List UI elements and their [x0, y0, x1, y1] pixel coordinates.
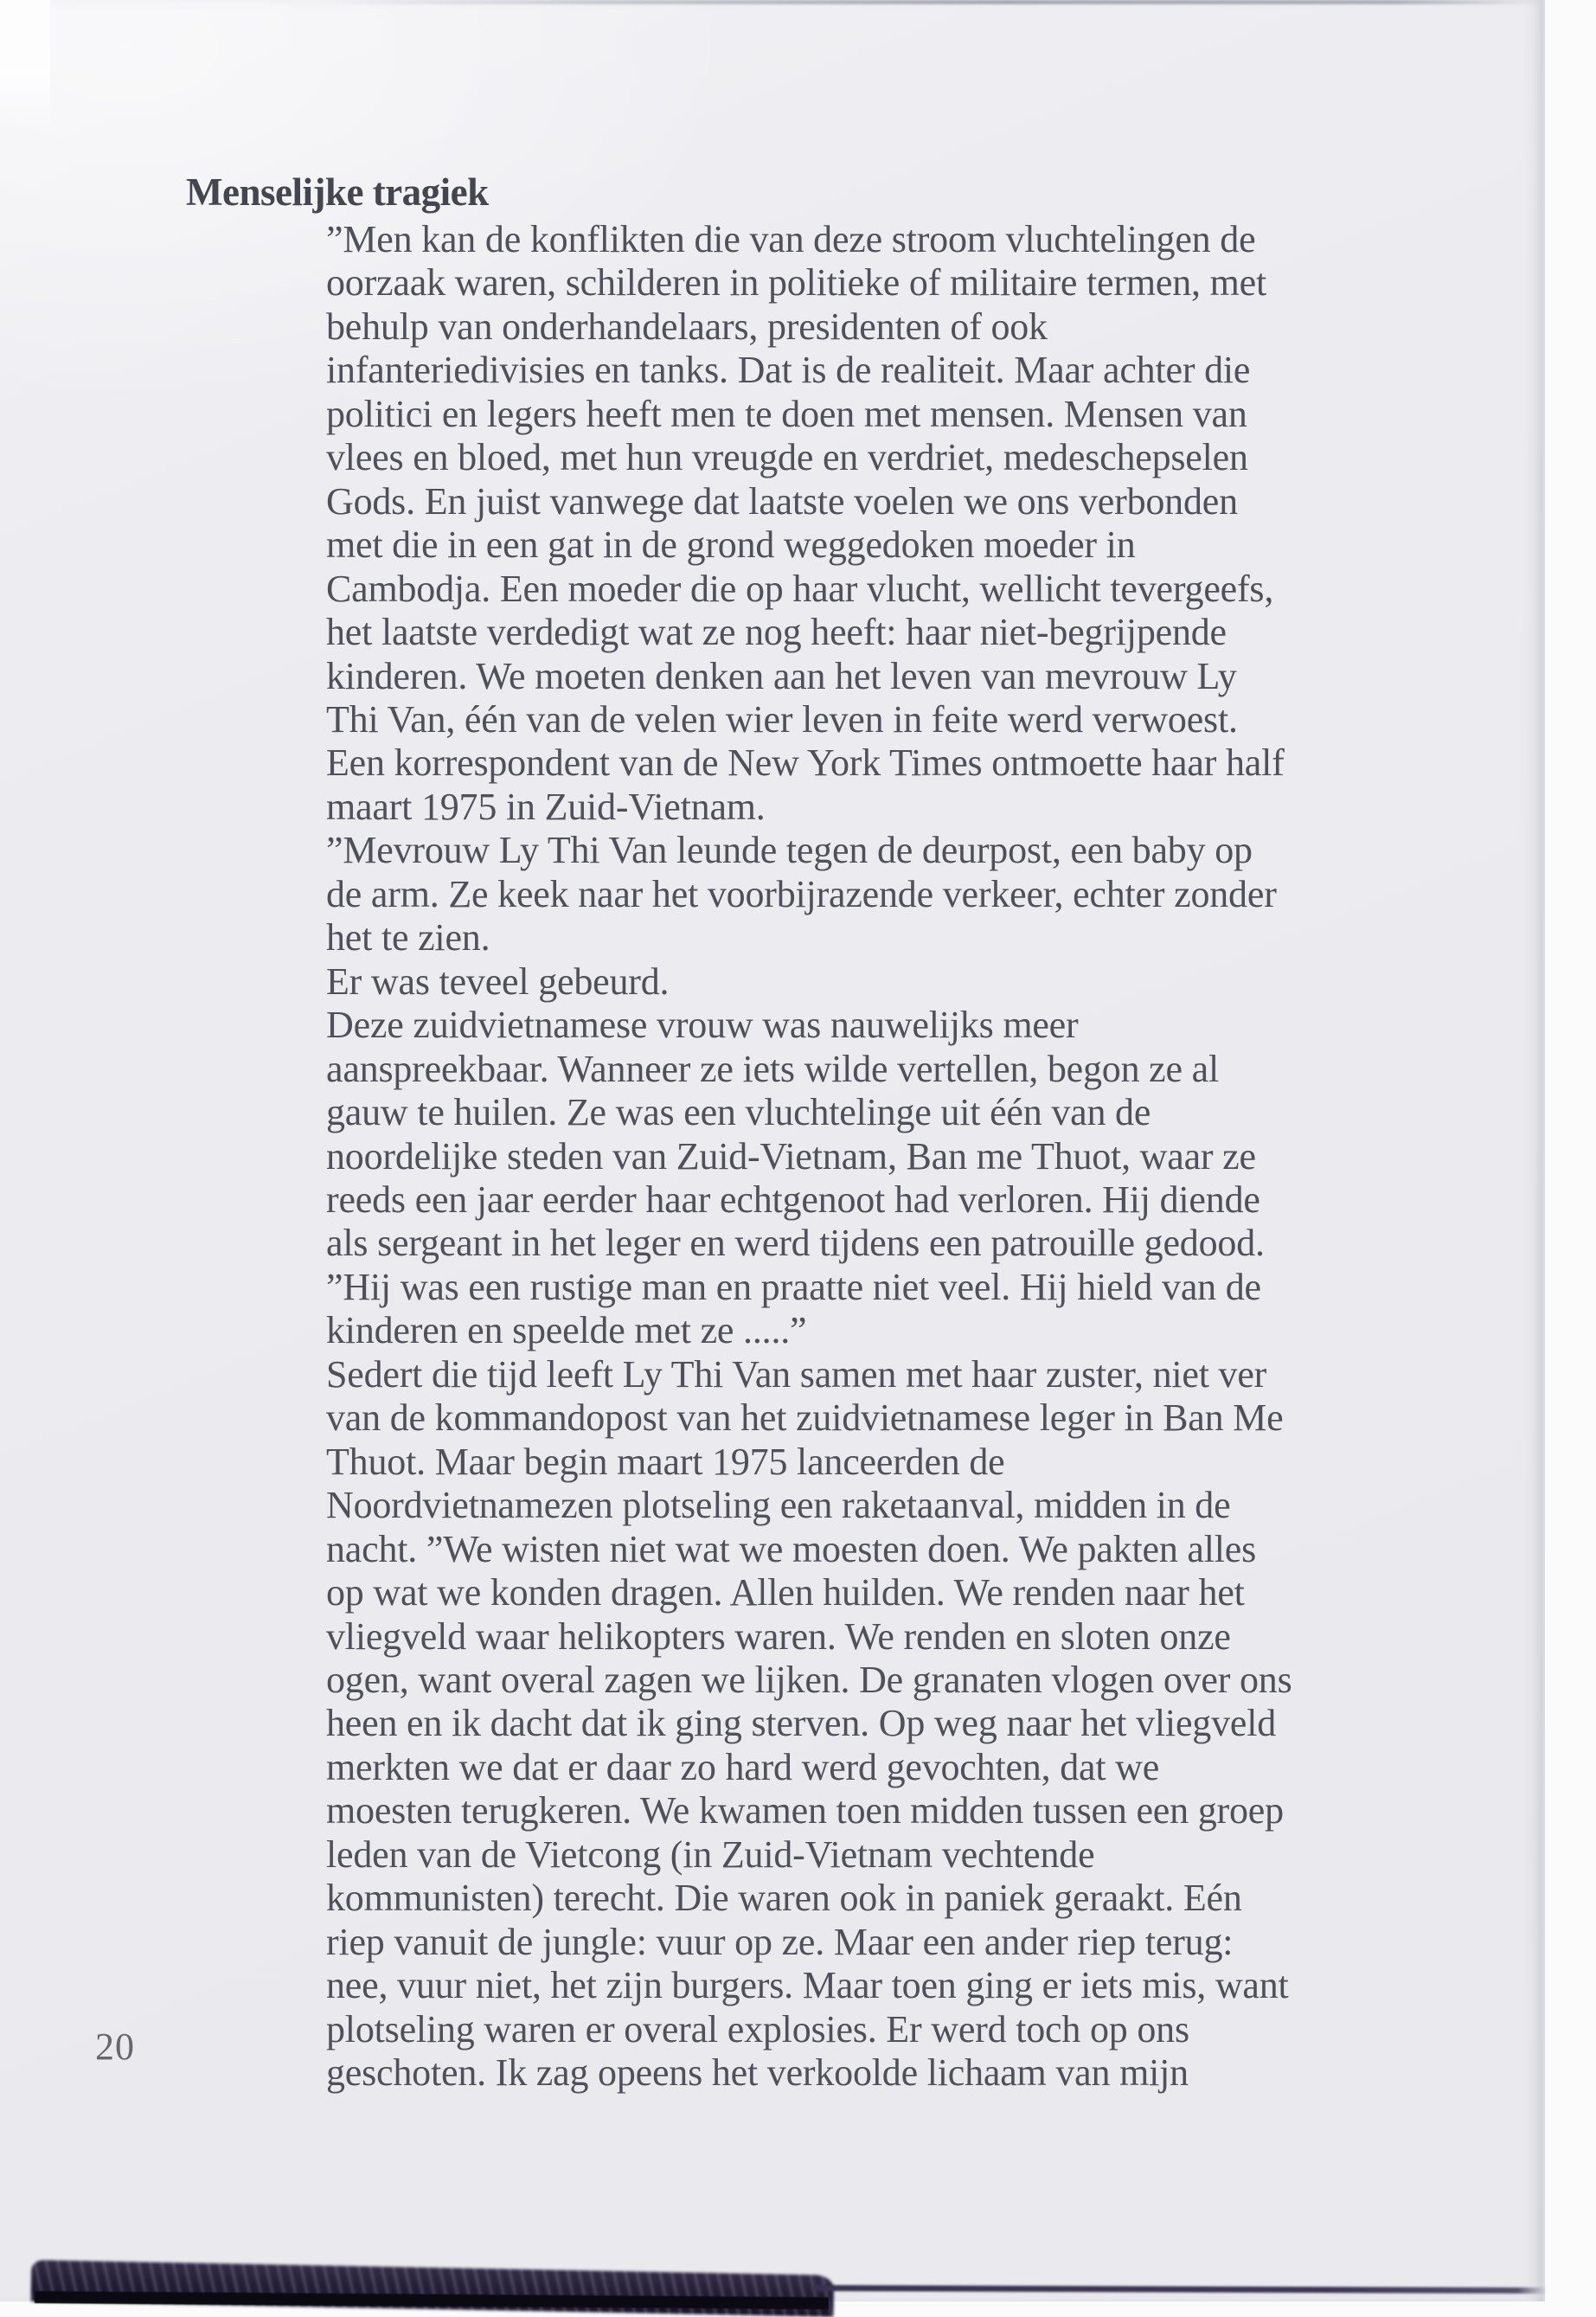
page-number: 20 — [95, 2025, 135, 2068]
body-line: kommunisten) terecht. Die waren ook in paniek geraakt. Eén — [326, 1877, 1242, 1920]
body-line: leden van de Vietcong (in Zuid-Vietnam vechtende — [326, 1832, 1095, 1876]
body-line: Deze zuidvietnamese vrouw was nauwelijks meer — [326, 1004, 1079, 1047]
body-line: Cambodja. Een moeder die op haar vlucht, wellicht tevergeefs, — [326, 567, 1274, 610]
body-line: reeds een jaar eerder haar echtgenoot had verloren. Hij diende — [326, 1178, 1260, 1221]
body-line: ogen, want overal zagen we lijken. De granaten vlogen over ons — [326, 1658, 1292, 1701]
body-line: infanteriedivisies en tanks. Dat is de realiteit. Maar achter die — [326, 349, 1251, 392]
body-line: van de kommandopost van het zuidvietnamese leger in Ban Me — [326, 1396, 1284, 1440]
body-line: maart 1975 in Zuid-Vietnam. — [326, 785, 766, 828]
body-line: kinderen en speelde met ze .....” — [326, 1309, 807, 1352]
body-line: Er was teveel gebeurd. — [326, 960, 670, 1003]
scan-top-edge-shadow — [329, 0, 1540, 4]
body-line: het laatste verdedigt wat ze nog heeft: haar niet-begrijpende — [326, 611, 1227, 654]
body-line: kinderen. We moeten denken aan het leven van mevrouw Ly — [326, 654, 1237, 697]
body-line: plotseling waren er overal explosies. Er werd toch op ons — [326, 2007, 1189, 2051]
body-line: aanspreekbaar. Wanneer ze iets wilde vertellen, begon ze al — [326, 1047, 1219, 1090]
body-line: riep vanuit de jungle: vuur op ze. Maar een ander riep terug: — [326, 1920, 1234, 1963]
body-line: Thuot. Maar begin maart 1975 lanceerden de — [326, 1440, 1005, 1483]
body-line: Gods. En juist vanwege dat laatste voelen we ons verbonden — [326, 479, 1238, 523]
body-line: op wat we konden dragen. Allen huilden. We renden naar het — [326, 1571, 1245, 1614]
body-line: politici en legers heeft men te doen met mensen. Mensen van — [326, 392, 1247, 435]
scan-corner-highlight — [0, 0, 50, 130]
body-line: Noordvietnamezen plotseling een raketaanval, midden in de — [326, 1484, 1231, 1527]
body-line: moesten terugkeren. We kwamen toen midden tussen een groep — [326, 1789, 1284, 1832]
section-heading: Menselijke tragiek — [186, 170, 489, 214]
body-line: vlees en bloed, met hun vreugde en verdriet, medeschepselen — [326, 436, 1248, 479]
body-line: heen en ik dacht dat ik ging sterven. Op weg naar het vliegveld — [326, 1702, 1277, 1745]
body-line: nacht. ”We wisten niet wat we moesten doen. We pakten alles — [326, 1527, 1257, 1570]
body-line: Een korrespondent van de New York Times ontmoette haar half — [326, 741, 1285, 785]
body-line: oorzaak waren, schilderen in politieke of militaire termen, met — [326, 261, 1266, 305]
body-line: Thi Van, één van de velen wier leven in feite werd verwoest. — [326, 697, 1238, 741]
body-line: gauw te huilen. Ze was een vluchtelinge uit één van de — [326, 1091, 1151, 1134]
body-line: geschoten. Ik zag opeens het verkoolde lichaam van mijn — [326, 2051, 1189, 2095]
body-line: het te zien. — [326, 916, 490, 960]
body-line: als sergeant in het leger en werd tijdens een patrouille gedood. — [326, 1222, 1265, 1265]
body-line: merkten we dat er daar zo hard werd gevochten, dat we — [326, 1745, 1160, 1788]
body-text — [326, 218, 1477, 2095]
body-line: noordelijke steden van Zuid-Vietnam, Ban me Thuot, waar ze — [326, 1134, 1256, 1178]
body-line: behulp van onderhandelaars, presidenten of ook — [326, 305, 1048, 348]
body-line: vliegveld waar helikopters waren. We renden en sloten onze — [326, 1614, 1231, 1658]
body-line: ”Mevrouw Ly Thi Van leunde tegen de deurpost, een baby op — [326, 829, 1253, 872]
body-line: nee, vuur niet, het zijn burgers. Maar toen ging er iets mis, want — [326, 1964, 1289, 2007]
body-line: ”Men kan de konflikten die van deze stroom vluchtelingen de — [326, 218, 1256, 260]
body-line: Sedert die tijd leeft Ly Thi Van samen met haar zuster, niet ver — [326, 1352, 1267, 1396]
body-line: de arm. Ze keek naar het voorbijrazende verkeer, echter zonder — [326, 872, 1277, 915]
body-line: met die in een gat in de grond weggedoken moeder in — [326, 523, 1136, 567]
body-line: ”Hij was een rustige man en praatte niet veel. Hij hield van de — [326, 1265, 1261, 1308]
